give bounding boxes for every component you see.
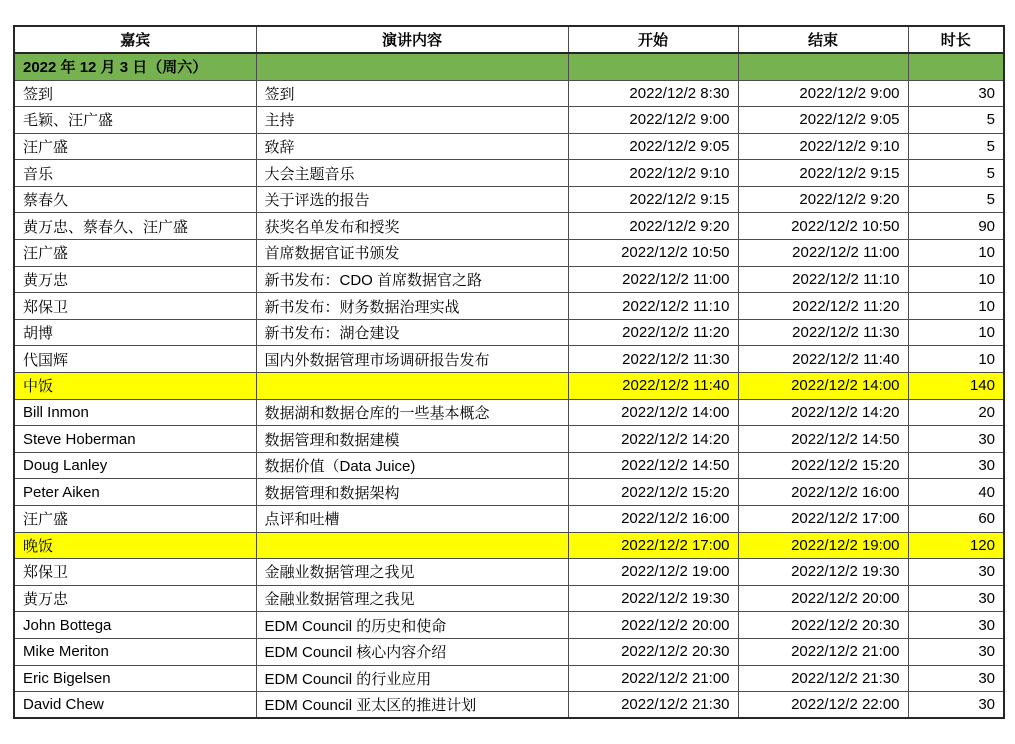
guest-cell: 汪广盛 [14,240,256,267]
date-banner-label: 2022 年 12 月 3 日（周六） [14,53,256,80]
content-cell: 获奖名单发布和授奖 [256,213,568,240]
end-time-cell: 2022/12/2 11:40 [738,346,908,373]
schedule-row [14,186,1004,213]
content-cell: 新书发布：CDO 首席数据官之路 [256,266,568,293]
schedule-row [14,452,1004,479]
schedule-row [14,213,1004,240]
guest-cell: 签到 [14,80,256,107]
schedule-row [14,319,1004,346]
duration-cell: 20 [908,399,1004,426]
start-time-cell: 2022/12/2 20:30 [568,638,738,665]
schedule-row [14,107,1004,134]
end-time-cell: 2022/12/2 9:10 [738,133,908,160]
duration-cell: 140 [908,373,1004,400]
duration-cell: 10 [908,240,1004,267]
content-cell: 签到 [256,80,568,107]
content-cell: 金融业数据管理之我见 [256,559,568,586]
duration-cell: 5 [908,186,1004,213]
end-time-cell: 2022/12/2 21:30 [738,665,908,692]
duration-cell: 10 [908,319,1004,346]
duration-cell: 30 [908,612,1004,639]
content-cell: EDM Council 的行业应用 [256,665,568,692]
schedule-row [14,426,1004,453]
duration-cell: 10 [908,266,1004,293]
date-banner-empty-cell [908,53,1004,80]
header-row [14,26,1004,53]
meal-break-row [14,373,1004,400]
date-banner-empty-cell [256,53,568,80]
end-time-cell: 2022/12/2 22:00 [738,692,908,719]
content-cell: 大会主题音乐 [256,160,568,187]
guest-cell: 蔡春久 [14,186,256,213]
duration-cell: 30 [908,638,1004,665]
start-time-cell: 2022/12/2 11:40 [568,373,738,400]
column-header-start: 开始 [568,26,738,53]
duration-cell: 30 [908,665,1004,692]
content-cell: 数据管理和数据架构 [256,479,568,506]
start-time-cell: 2022/12/2 11:00 [568,266,738,293]
guest-cell: Doug Lanley [14,452,256,479]
end-time-cell: 2022/12/2 11:20 [738,293,908,320]
guest-cell: 毛颖、汪广盛 [14,107,256,134]
start-time-cell: 2022/12/2 14:20 [568,426,738,453]
duration-cell: 5 [908,107,1004,134]
end-time-cell: 2022/12/2 9:20 [738,186,908,213]
column-header-content: 演讲内容 [256,26,568,53]
end-time-cell: 2022/12/2 15:20 [738,452,908,479]
content-cell: 关于评选的报告 [256,186,568,213]
guest-cell: 胡博 [14,319,256,346]
end-time-cell: 2022/12/2 14:00 [738,373,908,400]
end-time-cell: 2022/12/2 16:00 [738,479,908,506]
guest-cell: 汪广盛 [14,506,256,533]
duration-cell: 120 [908,532,1004,559]
schedule-row [14,80,1004,107]
start-time-cell: 2022/12/2 15:20 [568,479,738,506]
duration-cell: 60 [908,506,1004,533]
column-header-duration: 时长 [908,26,1004,53]
start-time-cell: 2022/12/2 14:50 [568,452,738,479]
schedule-row [14,160,1004,187]
start-time-cell: 2022/12/2 9:15 [568,186,738,213]
duration-cell: 30 [908,426,1004,453]
guest-cell: 黄万忠 [14,585,256,612]
end-time-cell: 2022/12/2 20:30 [738,612,908,639]
guest-cell: Bill Inmon [14,399,256,426]
duration-cell: 5 [908,160,1004,187]
end-time-cell: 2022/12/2 14:20 [738,399,908,426]
start-time-cell: 2022/12/2 16:00 [568,506,738,533]
guest-cell: 黄万忠、蔡春久、汪广盛 [14,213,256,240]
start-time-cell: 2022/12/2 9:20 [568,213,738,240]
end-time-cell: 2022/12/2 9:05 [738,107,908,134]
start-time-cell: 2022/12/2 9:00 [568,107,738,134]
guest-cell: 音乐 [14,160,256,187]
date-banner-empty-cell [568,53,738,80]
column-header-end: 结束 [738,26,908,53]
duration-cell: 30 [908,559,1004,586]
start-time-cell: 2022/12/2 9:05 [568,133,738,160]
schedule-row [14,346,1004,373]
duration-cell: 90 [908,213,1004,240]
start-time-cell: 2022/12/2 9:10 [568,160,738,187]
guest-cell: John Bottega [14,612,256,639]
guest-cell: Mike Meriton [14,638,256,665]
schedule-row [14,665,1004,692]
duration-cell: 30 [908,585,1004,612]
schedule-row [14,506,1004,533]
content-cell: 主持 [256,107,568,134]
content-cell: 新书发布：财务数据治理实战 [256,293,568,320]
guest-cell: 郑保卫 [14,559,256,586]
end-time-cell: 2022/12/2 9:00 [738,80,908,107]
guest-cell: 汪广盛 [14,133,256,160]
start-time-cell: 2022/12/2 17:00 [568,532,738,559]
meal-break-row [14,532,1004,559]
schedule-row [14,559,1004,586]
schedule-row [14,638,1004,665]
guest-cell: 中饭 [14,373,256,400]
start-time-cell: 2022/12/2 21:30 [568,692,738,719]
end-time-cell: 2022/12/2 11:10 [738,266,908,293]
content-cell: 国内外数据管理市场调研报告发布 [256,346,568,373]
end-time-cell: 2022/12/2 19:00 [738,532,908,559]
duration-cell: 30 [908,80,1004,107]
end-time-cell: 2022/12/2 14:50 [738,426,908,453]
schedule-row [14,240,1004,267]
duration-cell: 40 [908,479,1004,506]
duration-cell: 5 [908,133,1004,160]
guest-cell: 晚饭 [14,532,256,559]
content-cell: 数据价值（Data Juice) [256,452,568,479]
content-cell: 新书发布：湖仓建设 [256,319,568,346]
schedule-table [13,25,1005,719]
date-banner-empty-cell [738,53,908,80]
end-time-cell: 2022/12/2 11:00 [738,240,908,267]
content-cell: 金融业数据管理之我见 [256,585,568,612]
schedule-row [14,479,1004,506]
guest-cell: Eric Bigelsen [14,665,256,692]
end-time-cell: 2022/12/2 17:00 [738,506,908,533]
guest-cell: 黄万忠 [14,266,256,293]
end-time-cell: 2022/12/2 21:00 [738,638,908,665]
content-cell: EDM Council 核心内容介绍 [256,638,568,665]
start-time-cell: 2022/12/2 19:00 [568,559,738,586]
column-header-guest: 嘉宾 [14,26,256,53]
content-cell: EDM Council 亚太区的推进计划 [256,692,568,719]
end-time-cell: 2022/12/2 20:00 [738,585,908,612]
guest-cell: David Chew [14,692,256,719]
content-cell: 首席数据官证书颁发 [256,240,568,267]
content-cell: EDM Council 的历史和使命 [256,612,568,639]
start-time-cell: 2022/12/2 10:50 [568,240,738,267]
guest-cell: Peter Aiken [14,479,256,506]
duration-cell: 30 [908,692,1004,719]
end-time-cell: 2022/12/2 19:30 [738,559,908,586]
start-time-cell: 2022/12/2 21:00 [568,665,738,692]
guest-cell: 代国辉 [14,346,256,373]
content-cell [256,532,568,559]
schedule-row [14,133,1004,160]
schedule-row [14,266,1004,293]
start-time-cell: 2022/12/2 11:10 [568,293,738,320]
date-banner-row [14,53,1004,80]
duration-cell: 30 [908,452,1004,479]
start-time-cell: 2022/12/2 19:30 [568,585,738,612]
content-cell: 致辞 [256,133,568,160]
start-time-cell: 2022/12/2 11:20 [568,319,738,346]
schedule-row [14,399,1004,426]
end-time-cell: 2022/12/2 11:30 [738,319,908,346]
guest-cell: 郑保卫 [14,293,256,320]
start-time-cell: 2022/12/2 11:30 [568,346,738,373]
content-cell: 数据湖和数据仓库的一些基本概念 [256,399,568,426]
start-time-cell: 2022/12/2 14:00 [568,399,738,426]
end-time-cell: 2022/12/2 10:50 [738,213,908,240]
schedule-row [14,293,1004,320]
schedule-row [14,612,1004,639]
start-time-cell: 2022/12/2 8:30 [568,80,738,107]
content-cell: 点评和吐槽 [256,506,568,533]
schedule-row [14,692,1004,719]
content-cell: 数据管理和数据建模 [256,426,568,453]
duration-cell: 10 [908,346,1004,373]
schedule-row [14,585,1004,612]
guest-cell: Steve Hoberman [14,426,256,453]
start-time-cell: 2022/12/2 20:00 [568,612,738,639]
duration-cell: 10 [908,293,1004,320]
content-cell [256,373,568,400]
end-time-cell: 2022/12/2 9:15 [738,160,908,187]
